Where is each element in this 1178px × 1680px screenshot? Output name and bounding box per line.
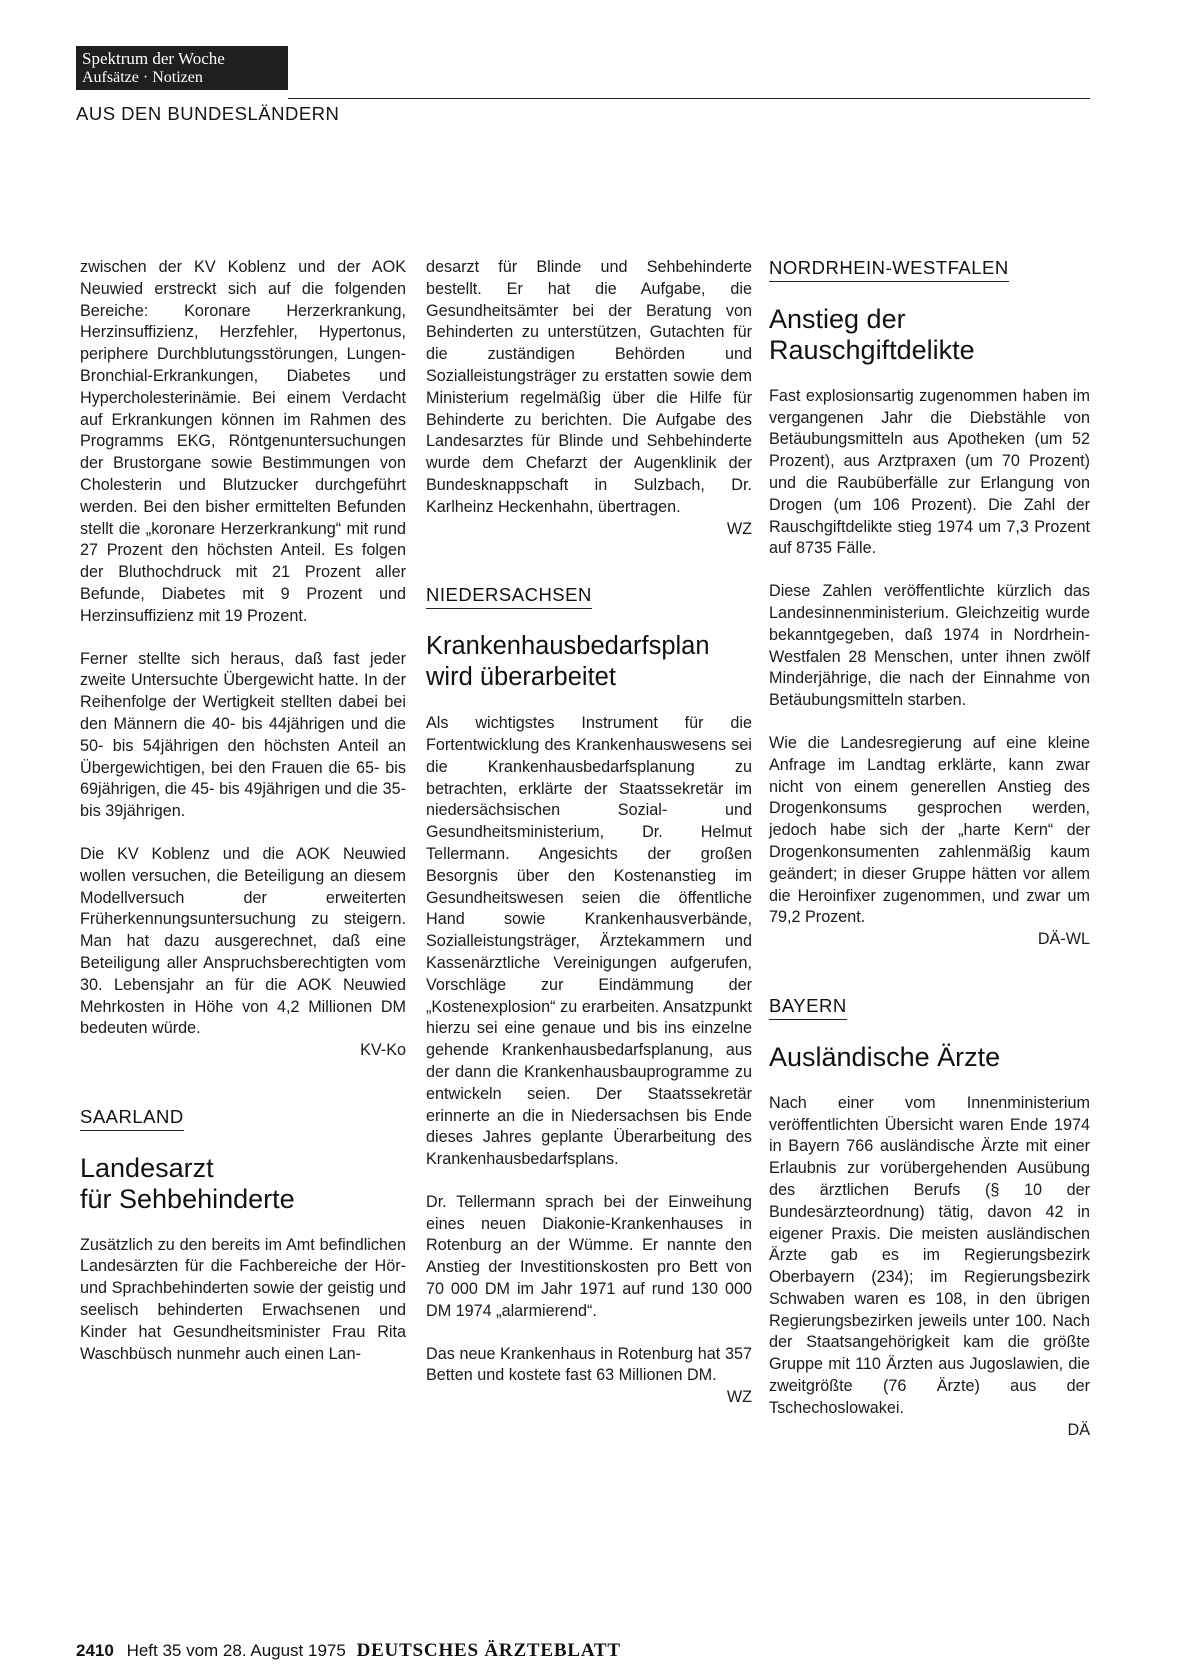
headline-line: Rauschgiftdelikte [769, 334, 975, 365]
headline-line: Krankenhausbedarfsplan [426, 632, 710, 661]
column-3 [769, 257, 1090, 1441]
masthead-line-1: Spektrum der Woche [82, 49, 225, 68]
region-label: NORDRHEIN-WESTFALEN [769, 257, 1009, 282]
article-headline [426, 631, 752, 693]
region-label: NIEDERSACHSEN [426, 584, 592, 609]
section-heading: AUS DEN BUNDESLÄNDERN [76, 103, 340, 124]
headline-line: wird überarbeitet [426, 663, 616, 692]
article-headline [80, 1153, 406, 1215]
paragraph: Zusätzlich zu den bereits im Amt befindlichen Landesärzten für die Fachbereiche der Hör- und Sprachbehinderten sowie der geistig und seelisch behinderten Erwachsenen und Kinder hat Gesundheitsminister Frau Rita Waschbüsch nunmehr auch einen Lan- [80, 1235, 406, 1363]
masthead-line-2: Aufsätze · Notizen [82, 69, 203, 86]
article-niedersachsen [426, 584, 752, 1409]
paragraph: Wie die Landesregierung auf eine kleine Anfrage im Landtag erklärte, kann zwar nicht von einem generellen Anstieg des Drogenkonsums gesprochen werden, jedoch habe sich der „harte Kern“ der Drogenkonsumenten zahlenmäßig kaum geändert; in dieser Gruppe hätten vor allem die Heroinfixer zugenommen, und zwar um 79,2 Prozent. [769, 733, 1090, 927]
author-signature: DÄ-WL [1037, 930, 1090, 949]
headline-line: für Sehbehinderte [80, 1183, 295, 1214]
page-footer [76, 1640, 621, 1662]
paragraph: desarzt für Blinde und Sehbehinderte bestellt. Er hat die Aufgabe, die Gesundheitsämter bei der Beratung von Behinderten zu unterstützen, Gutachten für die zuständigen Behörden und Sozialleistungsträger zu erstatten sowie dem Ministerium regelmäßig über die Hilfe für Behinderte zu berichten. Die Aufgabe des Landesarztes für Blinde und Sehbehinderte wurde dem Chefarzt der Augenklinik der Bundesknappschaft in Sulzbach, Dr. Karlheinz Heckenhahn, übertragen. [426, 258, 752, 516]
paragraph: Ferner stellte sich heraus, daß fast jeder zweite Untersuchte Übergewicht hatte. In der Reihenfolge der Wertigkeit stellten dabei bei den Männern die 40- bis 44jährigen und die 50- bis 54jährigen den höchsten Anteil an Übergewichtigen, bei den Frauen die 65- bis 69jährigen, die 45- bis 49jährigen und die 35- bis 39jährigen. [80, 649, 406, 821]
column-2 [426, 257, 752, 1409]
journal-name: DEUTSCHES ÄRZTEBLATT [356, 1640, 621, 1661]
article-bayern [769, 995, 1090, 1442]
paragraph: Das neue Krankenhaus in Rotenburg hat 357 Betten und kostete fast 63 Millionen DM. [426, 1344, 752, 1385]
region-label: SAARLAND [80, 1106, 184, 1131]
article-headline: Ausländische Ärzte [769, 1041, 1001, 1072]
paragraph: Die KV Koblenz und die AOK Neuwied wollen versuchen, die Beteiligung an diesem Modellversuch der erweiterten Früherkennungsuntersuchung zu steigern. Man hat dazu ausgerechnet, daß eine Beteiligung aller Anspruchsberechtigten vom 30. Lebensjahr an für die AOK Neuwied Mehrkosten in Höhe von 4,2 Millionen DM bedeuten würde. [80, 844, 406, 1038]
issue-info: Heft 35 vom 28. August 1975 [126, 1641, 346, 1660]
author-signature: WZ [726, 519, 752, 538]
header-rule [288, 98, 1090, 99]
paragraph: Diese Zahlen veröffentlichte kürzlich das Landesinnenministerium. Gleichzeitig wurde bekanntgegeben, daß 1974 in Nordrhein-Westfalen 28 Menschen, unter ihnen zwölf Minderjährige, die nach der Einnahme von Betäubungsmitteln starben. [769, 582, 1090, 710]
paragraph: Nach einer vom Innenministerium veröffentlichten Übersicht waren Ende 1974 in Bayern 766 ausländische Ärzte mit einer Erlaubnis zur vorübergehenden Ausübung des ärztlichen Berufs (§ 10 der Bundesärzteordnung) tätig, davon 42 in eigener Praxis. Die meisten ausländischen Ärzte gab es im Regierungsbezirk Oberbayern (234); im Regierungsbezirk Schwaben waren es 108, in den übrigen Regierungsbezirken jeweils unter 100. Nach der Staatsangehörigkeit kam die größte Gruppe mit 110 Ärzten aus Jugoslawien, die zweitgrößte (76 Ärzte) aus der Tschechoslowakei. [769, 1093, 1090, 1417]
column-1 [80, 257, 406, 1365]
masthead [76, 46, 288, 90]
page-number: 2410 [76, 1641, 114, 1660]
paragraph: Fast explosionsartig zugenommen haben im vergangenen Jahr die Diebstähle von Betäubungsmitteln aus Apotheken (um 52 Prozent), aus Arztpraxen (um 70 Prozent) und die Raubüberfälle zur Erlangung von Drogen (um 106 Prozent). Die Zahl der Rauschgiftdelikte stieg 1974 um 7,3 Prozent auf 8735 Fälle. [769, 386, 1090, 558]
article-saarland [80, 1106, 406, 1366]
article-headline [769, 304, 1090, 366]
paragraph: Als wichtigstes Instrument für die Fortentwicklung des Krankenhauswesens sei die Krankenhausbedarfsplanung zu betrachten, erklärte der Staatssekretär im niedersächsischen Sozial- und Gesundheitsministerium, Dr. Helmut Tellermann. Angesichts der großen Besorgnis über den Kostenanstieg im Gesundheitswesen seien die öffentliche Hand sowie Krankenhausverbände, Sozialleistungsträger, Ärztekammern und Kassenärztliche Vereinigungen aufgerufen, Vorschläge zur Eindämmung der „Kostenexplosion“ zu erarbeiten. Ansatzpunkt hierzu sei eine genaue und bis ins einzelne gehende Krankenhausbedarfsplanung, aus der dann die Krankenhausbauprogramme zu entwickeln seien. Der Staatssekretär erinnerte an die in Niedersachsen bis Ende dieses Jahres geplante Überarbeitung des Krankenhausbedarfsplans. [426, 714, 752, 1169]
paragraph: zwischen der KV Koblenz und der AOK Neuwied erstreckt sich auf die folgenden Bereiche: Koronare Herzerkrankung, Herzinsuffizienz, Herzfehler, Hypertonus, periphere Durchblutungsstörungen, Lungen-Bronchial-Erkrankungen, Diabetes und Hypercholesterinämie. Bei einem Verdacht auf Erkrankungen können im Rahmen des Programms EKG, Röntgenuntersuchungen der Brustorgane sowie Bestimmungen von Cholesterin und Blutzucker durchgeführt werden. Bei den bisher ermittelten Befunden stellt die „koronare Herzerkrankung“ mit rund 27 Prozent den höchsten Anteil. Es folgen der Bluthochdruck mit 21 Prozent aller Befunde, Diabetes mit 9 Prozent und Herzinsuffizienz mit 19 Prozent. [80, 258, 406, 625]
headline-line: Landesarzt [80, 1152, 214, 1183]
region-label: BAYERN [769, 995, 847, 1020]
paragraph: Dr. Tellermann sprach bei der Einweihung eines neuen Diakonie-Krankenhauses in Rotenburg an der Wümme. Er nannte den Anstieg der Investitionskosten pro Bett von 70 000 DM im Jahr 1971 auf rund 130 000 DM 1974 „alarmierend“. [426, 1192, 752, 1320]
author-signature: DÄ [1067, 1420, 1090, 1439]
author-signature: WZ [726, 1388, 752, 1407]
headline-line: Anstieg der [769, 303, 906, 334]
author-signature: KV-Ko [360, 1041, 406, 1060]
